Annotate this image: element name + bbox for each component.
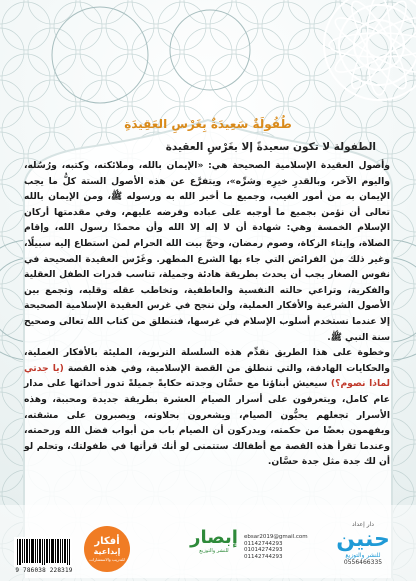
- afkar-line2: إبداعية: [93, 547, 121, 556]
- contact-info: [244, 534, 308, 560]
- corner-mandala: [284, 0, 416, 120]
- haneen-phone: 0556466335: [343, 559, 383, 566]
- haneen-logo: [318, 521, 408, 566]
- afkar-line3: للتدريب والاستشارات: [89, 557, 125, 562]
- afkar-line1: أفكار: [94, 536, 120, 547]
- haneen-name: حنين: [336, 527, 390, 552]
- haneen-sub: للنشر والتوزيع: [345, 552, 381, 559]
- paragraph-1-text: وأصول العقيدة الإسلامية الصحيحة هي: «الإيمان بالله، وملائكته، وكتبه، ورُسُله، واليوم الآخر، وبالقدرِ خيرِه وشرِّه»، ويتفرَّع عن هذه الأصول الستة كلُّ ما يجب الإيمان به من أمور الغيب، وجميع ما أخبر الله به ورسوله ﷺ، ومن الإيمان بالله تعالى أن نؤمن بجميع ما أوجبه على عباده وفرضه عليهم، وفي مقدمتها أركان الإسلام الخمسة وهي: شهادة أن لا إله إلا الله وأن محمدًا رسول الله، وإقام الصلاة، وإيتاء الزكاة، وصوم رمضان، وحجّ بيت الله الحرام لمن استطاع إليه سبيلًا، وغير ذلك من الفرائض التي جاء بها الشرع المطهر. وغَرْس العقيدة الصحيحة في نفوس الصغار يجب أن يحدث بطريقة هادئة وجميلة، تناسب قدرات الطفل العقلية والفكرية، وتراعي حالته النفسية والعاطفية، وتخاطب عقله وقلبه، وتجمع بين الأصول الشرعية والأفكار العملية، ولن ننجح في غرس العقيدة الإسلامية الصحيحة إلا عندما نستخدم أسلوب الإسلام في غرسها، فننطلق من كتاب الله تعالى وصحيح سنة النبي ﷺ.: [24, 160, 390, 343]
- contact-email: ebsar2019@gmail.com: [244, 534, 308, 540]
- book-title-highlight: (يا جدتي لماذا نصوم؟): [24, 362, 390, 390]
- ebsar-sub: للنشر والتوزيع: [199, 548, 229, 554]
- paragraph-2-text-after: سيعيش أبناؤنا مع حسَّان وجدته حكايةً جميلةً تدور أحداثها على مدار عام كامل، ويتعرفون على أسرار الصيام العشرة بطريقة جديدة ومحببة، وهذه الأسرار تجعلهم يحبُّون الصيام، ويشعرون بحلاوته، ويصبرون على مشقته، ويفهمون بعضًا من حكمته، ويدركون أن الصيام باب من أبواب فضل الله ورحمته، وعندما تقرأ هذه القصة مع أطفالك ستتمنى لو أنك قرأتها في طفولتك، وتحلم لو أن لك جدة مثل جدة حسَّان.: [24, 378, 390, 468]
- haneen-pre: دار إعداد: [352, 521, 374, 528]
- contact-phone-1: 01142744293: [244, 540, 283, 547]
- afkar-logo: [84, 526, 130, 572]
- subtitle: الطفولة لا تكون سعيدةً إلا بغَرْسِ العقيدة: [165, 141, 376, 153]
- title: طُفُولَةٌ سَعِيدَةٌ بِغَرْسِ العَقِيدَةِ: [124, 117, 292, 131]
- ebsar-logo: [184, 528, 244, 554]
- body-text: [24, 158, 390, 470]
- barcode: [14, 537, 72, 567]
- ebsar-name: إبصار: [190, 527, 238, 548]
- contact-phone-3: 01142744293: [244, 553, 283, 560]
- paragraph-2: [24, 345, 390, 470]
- contact-phone-2: 01014274293: [244, 547, 283, 553]
- paragraph-2-text-before: وخطوة على هذا الطريق نقدِّم هذه السلسلة التربوية، المليئة بالأفكار العملية، والحكايات الهادفة، والتي تنطلق من القصة الإسلامية، وفي هذه القصة: [24, 347, 390, 374]
- barcode-number: 9 786038 228319: [15, 567, 73, 574]
- paragraph-1: [24, 158, 390, 345]
